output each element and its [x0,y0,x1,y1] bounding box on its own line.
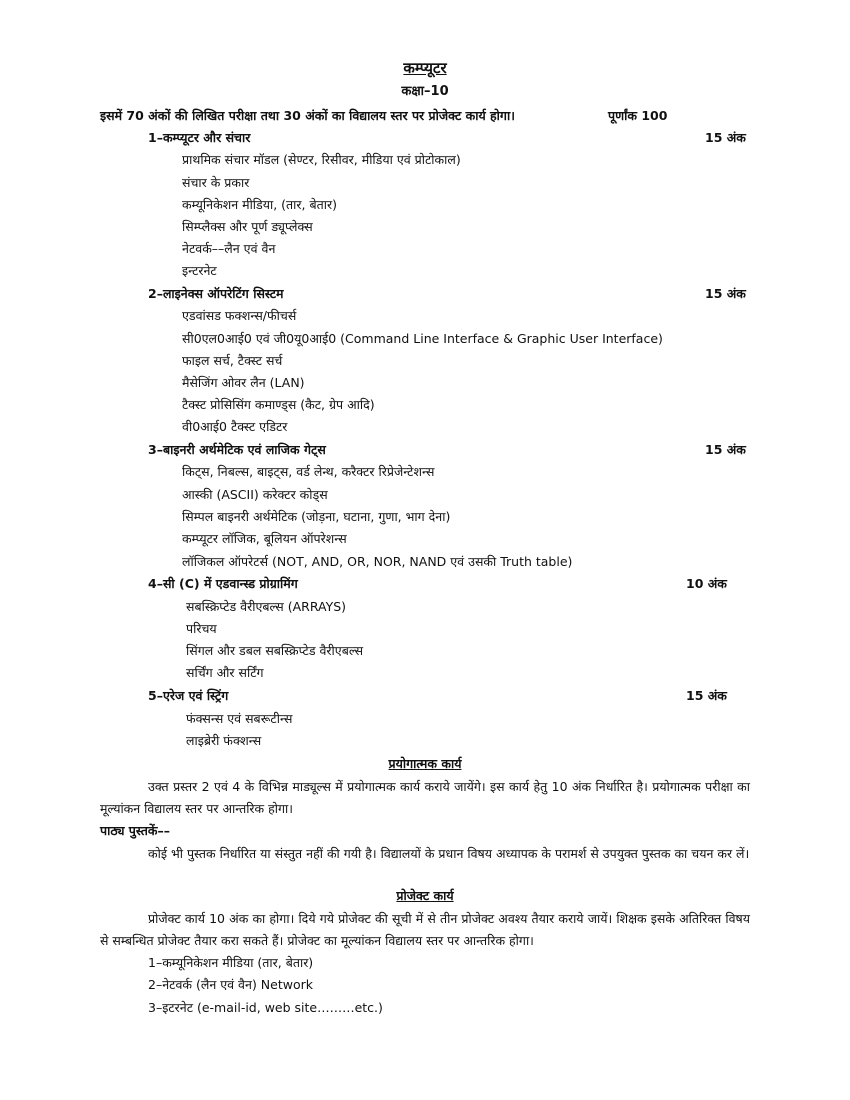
unit-marks: 10 अंक [686,576,727,591]
topic-item: आस्की (ASCII) करेक्टर कोड्स [182,487,328,502]
intro-text: इसमें 70 अंकों की लिखित परीक्षा तथा 30 अंकों का विद्यालय स्तर पर प्रोजेक्ट कार्य होगा। [100,108,515,123]
unit-marks: 15 अंक [705,286,746,301]
unit-heading: 2–लाइनेक्स ऑपरेटिंग सिस्टम [148,286,284,301]
topic-item: प्राथमिक संचार मॉडल (सेण्टर, रिसीवर, मीडिया एवं प्रोटोकाल) [182,152,461,167]
topic-item: इन्टरनेट [182,263,217,278]
class-label: कक्षा–10 [401,84,449,99]
topic-item: फंक्सन्स एवं सबरूटीन्स [186,711,293,726]
topic-item: नेटवर्क––लैन एवं वैन [182,241,276,256]
topic-item: सर्चिंग और सर्टिंग [186,665,264,680]
topic-item: किट्स, निबल्स, बाइट्स, वर्ड लेन्थ, करैक्टर रिप्रेजेन्टेशन्स [182,464,435,479]
topic-item: सिम्पल बाइनरी अर्थमेटिक (जोड़ना, घटाना, गुणा, भाग देना) [182,509,451,524]
textbooks-heading: पाठ्य पुस्तकें–– [100,823,170,838]
project-list-item: 3–इटरनेट (e-mail-id, web site………etc.) [148,1000,383,1015]
unit-heading: 5–एरेज एवं स्ट्रिंग [148,688,229,703]
topic-item: लाइब्रेरी फंक्शन्स [186,733,262,748]
topic-item: संचार के प्रकार [182,175,250,190]
textbooks-paragraph: कोई भी पुस्तक निर्धारित या संस्तुत नहीं की गयी है। विद्यालयों के प्रधान विषय अध्यापक के परामर्श से उपयुक्त पुस्तक का चयन कर लें। [148,846,750,861]
topic-item: कम्यूनिकेशन मीडिया, (तार, बेतार) [182,197,337,212]
project-paragraph: प्रोजेक्ट कार्य 10 अंक का होगा। दिये गये प्रोजेक्ट की सूची में से तीन प्रोजेक्ट अवश्य तैयार कराये जायें। शिक्षक इसके अतिरिक्त विषय से सम्बन्धित प्रोजेक्ट तैयार करा सकते हैं। प्रोजेक्ट का मूल्यांकन विद्यालय स्तर पर आन्तरिक होगा। [100,911,750,948]
topic-item: सिंगल और डबल सबस्क्रिप्टेड वैरीएबल्स [186,643,364,658]
unit-marks: 15 अंक [705,442,746,457]
topic-item: सी0एल0आई0 एवं जी0यू0आई0 (Command Line Interface & Graphic User Interface) [182,331,663,346]
unit-marks: 15 अंक [705,130,746,145]
unit-heading: 3–बाइनरी अर्थमेटिक एवं लाजिक गेट्स [148,442,326,457]
topic-item: कम्प्यूटर लॉजिक, बूलियन ऑपरेशन्स [182,531,347,546]
project-heading: प्रोजेक्ट कार्य [396,888,454,903]
topic-item: मैसेजिंग ओवर लैन (LAN) [182,375,305,390]
practical-heading: प्रयोगात्मक कार्य [388,756,462,771]
topic-item: परिचय [186,621,217,636]
project-list-item: 1–कम्यूनिकेशन मीडिया (तार, बेतार) [148,955,314,970]
topic-item: लॉजिकल ऑपरेटर्स (NOT, AND, OR, NOR, NAND एवं उसकी Truth table) [182,554,573,569]
unit-heading: 1–कम्प्यूटर और संचार [148,130,251,145]
topic-item: टैक्स्ट प्रोसिसिंग कमाण्ड्स (कैट, ग्रेप आदि) [182,397,375,412]
unit-marks: 15 अंक [686,688,727,703]
total-marks: पूर्णांक 100 [608,108,668,123]
project-list-item: 2–नेटवर्क (लैन एवं वैन) Network [148,977,313,992]
topic-item: सिम्प्लैक्स और पूर्ण ड्यूप्लेक्स [182,219,313,234]
topic-item: सबस्क्रिप्टेड वैरीएबल्स (ARRAYS) [186,599,347,614]
practical-paragraph: उक्त प्रस्तर 2 एवं 4 के विभिन्न माड्यूल्स में प्रयोगात्मक कार्य कराये जायेंगे। इस कार्य हेतु 10 अंक निर्धारित है। प्रयोगात्मक परीक्षा का मूल्यांकन विद्यालय स्तर पर आन्तरिक होगा। [100,779,750,816]
topic-item: एडवांसड फक्शन्स/फीचर्स [182,308,297,323]
page-title: कम्प्यूटर [403,59,447,77]
topic-item: फाइल सर्च, टैक्स्ट सर्च [182,353,283,368]
unit-heading: 4–सी (C) में एडवान्स्ड प्रोग्रामिंग [148,576,298,591]
topic-item: वी0आई0 टैक्स्ट एडिटर [182,419,288,434]
